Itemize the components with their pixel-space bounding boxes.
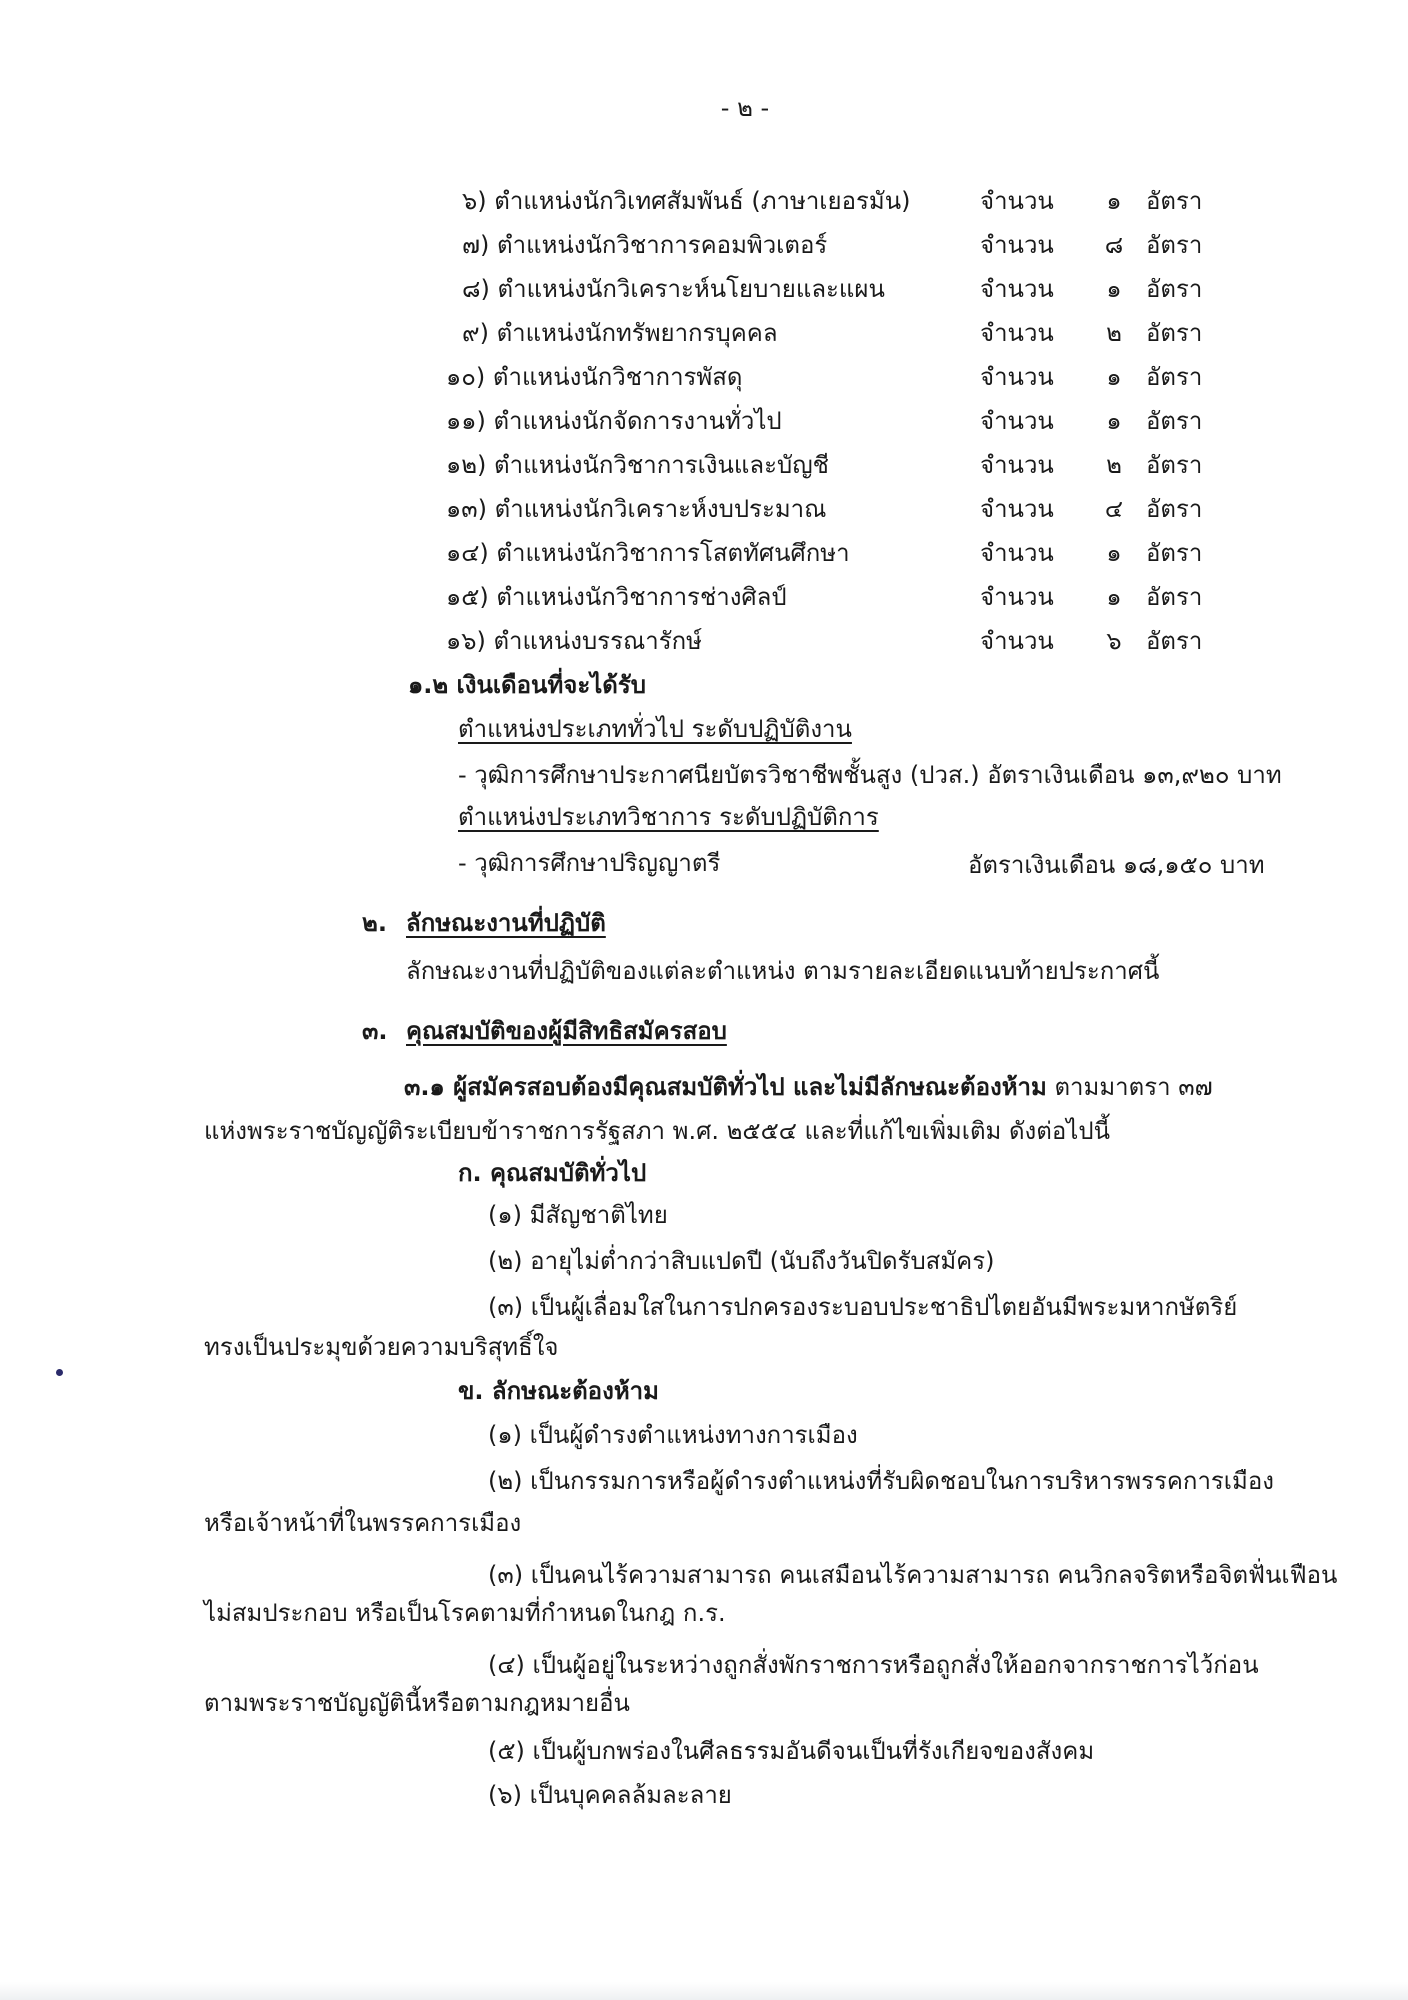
scan-edge [0, 1982, 1408, 2000]
count-value: ๑ [1106, 275, 1122, 303]
section3-number: ๓. [362, 1017, 388, 1045]
count-value: ๑ [1106, 363, 1122, 391]
prohibited-item-continuation: หรือเจ้าหน้าที่ในพรรคการเมือง [204, 1509, 522, 1537]
position-name: ๗) ตำแหน่งนักวิชาการคอมพิวเตอร์ [462, 231, 828, 259]
general-item: (๓) เป็นผู้เลื่อมใสในการปกครองระบอบประชาธิปไตยอันมีพระมหากษัตริย์ [488, 1293, 1238, 1321]
unit-label: อัตรา [1146, 275, 1203, 303]
general-qualifications-heading: ก. คุณสมบัติทั่วไป [458, 1159, 647, 1187]
count-label: จำนวน [980, 583, 1054, 611]
section3-1-line2: แห่งพระราชบัญญัติระเบียบข้าราชการรัฐสภา พ.ศ. ๒๕๕๔ และที่แก้ไขเพิ่มเติม ดังต่อไปนี้ [204, 1117, 1110, 1145]
unit-label: อัตรา [1146, 495, 1203, 523]
position-name: ๙) ตำแหน่งนักทรัพยากรบุคคล [462, 319, 778, 347]
count-value: ๒ [1106, 451, 1122, 479]
section2-heading: ลักษณะงานที่ปฏิบัติ [406, 909, 606, 937]
salary-type2-line: - วุฒิการศึกษาปริญญาตรี [458, 849, 721, 877]
count-value: ๒ [1106, 319, 1122, 347]
count-label: จำนวน [980, 363, 1054, 391]
count-value: ๑ [1106, 583, 1122, 611]
position-row [446, 448, 1206, 482]
general-item: (๒) อายุไม่ต่ำกว่าสิบแปดปี (นับถึงวันปิดรับสมัคร) [488, 1247, 995, 1275]
count-label: จำนวน [980, 539, 1054, 567]
unit-label: อัตรา [1146, 539, 1203, 567]
position-row [462, 316, 1222, 350]
count-label: จำนวน [980, 231, 1054, 259]
position-name: ๑๒) ตำแหน่งนักวิชาการเงินและบัญชี [446, 451, 829, 479]
position-row [462, 184, 1222, 218]
position-name: ๑๐) ตำแหน่งนักวิชาการพัสดุ [446, 363, 743, 391]
count-label: จำนวน [980, 319, 1054, 347]
position-row [446, 360, 1206, 394]
count-label: จำนวน [980, 187, 1054, 215]
unit-label: อัตรา [1146, 231, 1203, 259]
position-row [446, 580, 1206, 614]
count-label: จำนวน [980, 495, 1054, 523]
salary-type1-heading: ตำแหน่งประเภททั่วไป ระดับปฏิบัติงาน [458, 715, 852, 743]
count-label: จำนวน [980, 275, 1054, 303]
section2-text: ลักษณะงานที่ปฏิบัติของแต่ละตำแหน่ง ตามรายละเอียดแนบท้ายประกาศนี้ [406, 957, 1160, 985]
count-value: ๑ [1106, 539, 1122, 567]
count-value: ๘ [1104, 231, 1124, 259]
position-name: ๘) ตำแหน่งนักวิเคราะห์นโยบายและแผน [462, 275, 885, 303]
salary-type1-line: - วุฒิการศึกษาประกาศนียบัตรวิชาชีพชั้นสูง (ปวส.) อัตราเงินเดือน ๑๓,๙๒๐ บาท [458, 761, 1282, 789]
count-value: ๑ [1106, 187, 1122, 215]
count-label: จำนวน [980, 627, 1054, 655]
unit-label: อัตรา [1146, 451, 1203, 479]
section3-1-lead: ๓.๑ ผู้สมัครสอบต้องมีคุณสมบัติทั่วไป และไม่มีลักษณะต้องห้าม [404, 1073, 1047, 1101]
salary-type2-heading: ตำแหน่งประเภทวิชาการ ระดับปฏิบัติการ [458, 803, 879, 831]
position-row [446, 492, 1206, 526]
count-label: จำนวน [980, 451, 1054, 479]
section3-1-rest: ตามมาตรา ๓๗ [1046, 1073, 1213, 1101]
prohibited-item: (๔) เป็นผู้อยู่ในระหว่างถูกสั่งพักราชการหรือถูกสั่งให้ออกจากราชการไว้ก่อน [488, 1651, 1259, 1679]
count-value: ๑ [1106, 407, 1122, 435]
section3-heading: คุณสมบัติของผู้มีสิทธิสมัครสอบ [406, 1017, 727, 1045]
prohibited-heading: ข. ลักษณะต้องห้าม [458, 1377, 659, 1405]
position-name: ๑๖) ตำแหน่งบรรณารักษ์ [446, 627, 702, 655]
position-name: ๑๔) ตำแหน่งนักวิชาการโสตทัศนศึกษา [446, 539, 850, 567]
general-item-continuation: ทรงเป็นประมุขด้วยความบริสุทธิ์ใจ [204, 1333, 559, 1361]
salary-heading: ๑.๒ เงินเดือนที่จะได้รับ [408, 671, 647, 699]
count-value: ๔ [1104, 495, 1124, 523]
position-name: ๖) ตำแหน่งนักวิเทศสัมพันธ์ (ภาษาเยอรมัน) [462, 187, 911, 215]
prohibited-item: (๑) เป็นผู้ดำรงตำแหน่งทางการเมือง [488, 1421, 858, 1449]
position-row [462, 228, 1222, 262]
unit-label: อัตรา [1146, 627, 1203, 655]
margin-dot [56, 1369, 63, 1376]
unit-label: อัตรา [1146, 407, 1203, 435]
position-name: ๑๓) ตำแหน่งนักวิเคราะห์งบประมาณ [446, 495, 827, 523]
general-item: (๑) มีสัญชาติไทย [488, 1201, 668, 1229]
position-row [446, 404, 1206, 438]
prohibited-item: (๕) เป็นผู้บกพร่องในศีลธรรมอันดีจนเป็นที่รังเกียจของสังคม [488, 1737, 1095, 1765]
section3-1-paragraph [404, 1070, 1213, 1104]
count-label: จำนวน [980, 407, 1054, 435]
prohibited-item-continuation: ตามพระราชบัญญัตินี้หรือตามกฎหมายอื่น [204, 1689, 630, 1717]
page-number: - ๒ - [720, 94, 770, 122]
prohibited-item: (๖) เป็นบุคคลล้มละลาย [488, 1781, 732, 1809]
unit-label: อัตรา [1146, 363, 1203, 391]
prohibited-item-continuation: ไม่สมประกอบ หรือเป็นโรคตามที่กำหนดในกฎ ก.ร. [204, 1599, 726, 1627]
salary-type2-amount: อัตราเงินเดือน ๑๘,๑๕๐ บาท [968, 851, 1265, 879]
unit-label: อัตรา [1146, 583, 1203, 611]
position-row [446, 536, 1206, 570]
unit-label: อัตรา [1146, 187, 1203, 215]
unit-label: อัตรา [1146, 319, 1203, 347]
prohibited-item: (๒) เป็นกรรมการหรือผู้ดำรงตำแหน่งที่รับผิดชอบในการบริหารพรรคการเมือง [488, 1467, 1274, 1495]
position-name: ๑๑) ตำแหน่งนักจัดการงานทั่วไป [446, 407, 782, 435]
count-value: ๖ [1106, 627, 1122, 655]
position-row [446, 624, 1206, 658]
position-name: ๑๕) ตำแหน่งนักวิชาการช่างศิลป์ [446, 583, 787, 611]
section2-number: ๒. [362, 909, 387, 937]
position-row [462, 272, 1222, 306]
prohibited-item: (๓) เป็นคนไร้ความสามารถ คนเสมือนไร้ความสามารถ คนวิกลจริตหรือจิตฟั่นเฟือน [488, 1561, 1338, 1589]
